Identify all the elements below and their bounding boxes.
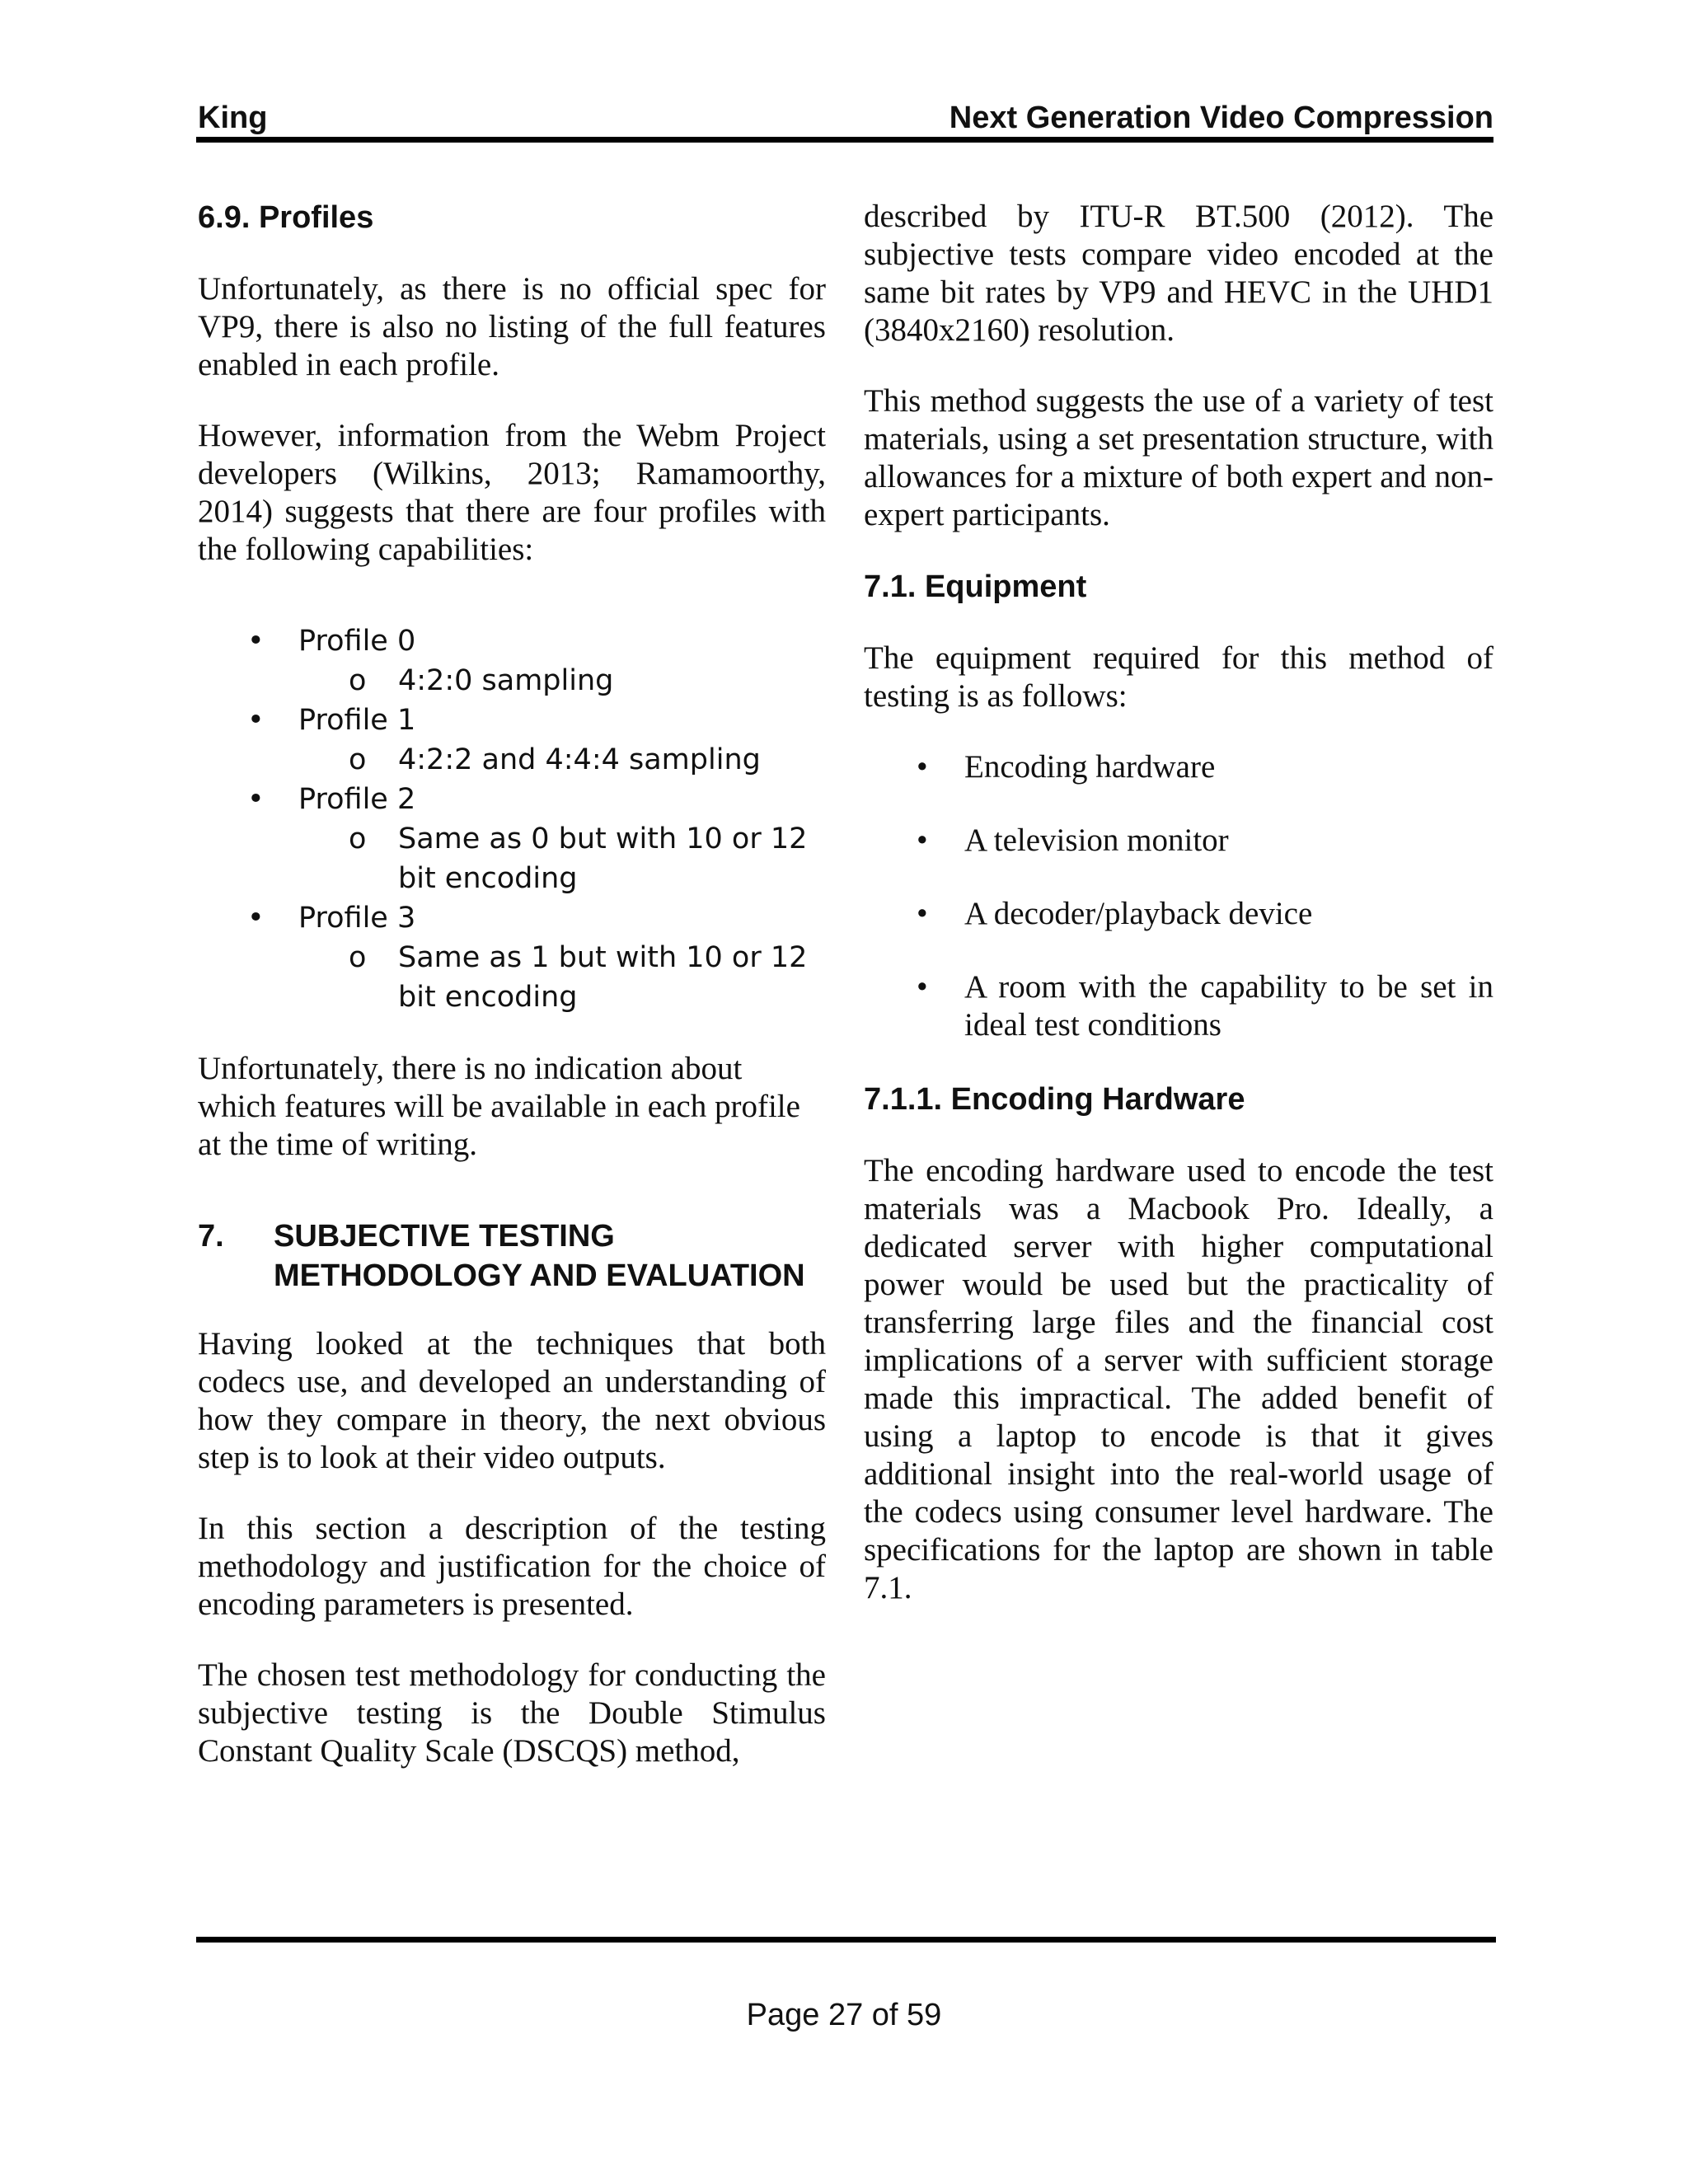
section-7-1-1-heading: 7.1.1. Encoding Hardware — [864, 1082, 1245, 1117]
right-column — [864, 198, 1493, 1640]
profile-detail: o Same as 0 but with 10 or 12 bit encoding — [198, 819, 826, 898]
equipment-item: • A decoder/playback device — [864, 895, 1493, 933]
section-7-heading — [198, 1216, 826, 1296]
section-title: SUBJECTIVE TESTING METHODOLOGY AND EVALUATION — [274, 1219, 805, 1293]
left-column — [198, 198, 826, 1803]
profile-list — [198, 621, 826, 1017]
profile-item: • Profile 2 — [198, 780, 826, 819]
equipment-list — [864, 748, 1493, 1044]
paragraph: The chosen test methodology for conducting the subjective testing is the Double Stimulus Constant Quality Scale (DSCQS) method, — [198, 1657, 826, 1769]
profile-item: • Profile 0 — [198, 621, 826, 661]
profile-detail: o Same as 1 but with 10 or 12 bit encoding — [198, 938, 826, 1017]
paragraph: Having looked at the techniques that both codecs use, and developed an understanding of how they compare in theory, the next obvious step is to look at their video outputs. — [198, 1326, 826, 1475]
section-number: 7. — [198, 1219, 224, 1254]
header-title: Next Generation Video Compression — [949, 101, 1493, 135]
profile-item: • Profile 1 — [198, 701, 826, 740]
page-number: Page 27 of 59 — [746, 1998, 942, 2032]
footer-rule — [196, 1937, 1496, 1943]
section-7-1-heading: 7.1. Equipment — [864, 569, 1087, 604]
paragraph: The equipment required for this method of testing is as follows: — [864, 640, 1493, 714]
equipment-item: • A television monitor — [864, 822, 1493, 860]
equipment-item: • A room with the capability to be set in ideal test conditions — [864, 968, 1493, 1044]
equipment-item: • Encoding hardware — [864, 748, 1493, 786]
profile-item: • Profile 3 — [198, 898, 826, 938]
paragraph: described by ITU-R BT.500 (2012). The subjective tests compare video encoded at the same bit rates by VP9 and HEVC in the UHD1 (3840x2160) resolution. — [864, 199, 1493, 348]
section-6-9-heading: 6.9. Profiles — [198, 200, 374, 235]
paragraph: In this section a description of the testing methodology and justification for the choice of encoding parameters is presented. — [198, 1511, 826, 1622]
paragraph: This method suggests the use of a variety of test materials, using a set presentation structure, with allowances for a mixture of both expert and non-expert participants. — [864, 383, 1493, 532]
header-author: King — [198, 101, 268, 135]
paragraph: However, information from the Webm Project developers (Wilkins, 2013; Ramamoorthy, 2014) suggests that there are four profiles with the following capabilities: — [198, 418, 826, 567]
header-rule — [196, 137, 1493, 143]
paragraph: The encoding hardware used to encode the test materials was a Macbook Pro. Ideally, a dedicated server with higher computational power would be used but the practicality of transferring large files and the financial cost implications of a server with sufficient storage made this impractical. The added benefit of using a laptop to encode is that it gives additional insight into the real-world usage of the codecs using consumer level hardware. The specifications for the laptop are shown in table 7.1. — [864, 1153, 1493, 1605]
paragraph: Unfortunately, there is no indication about which features will be available in each profile at the time of writing. — [198, 1051, 800, 1162]
profile-detail: o 4:2:0 sampling — [198, 661, 826, 701]
paragraph: Unfortunately, as there is no official spec for VP9, there is also no listing of the full features enabled in each profile. — [198, 271, 826, 382]
profile-detail: o 4:2:2 and 4:4:4 sampling — [198, 740, 826, 780]
